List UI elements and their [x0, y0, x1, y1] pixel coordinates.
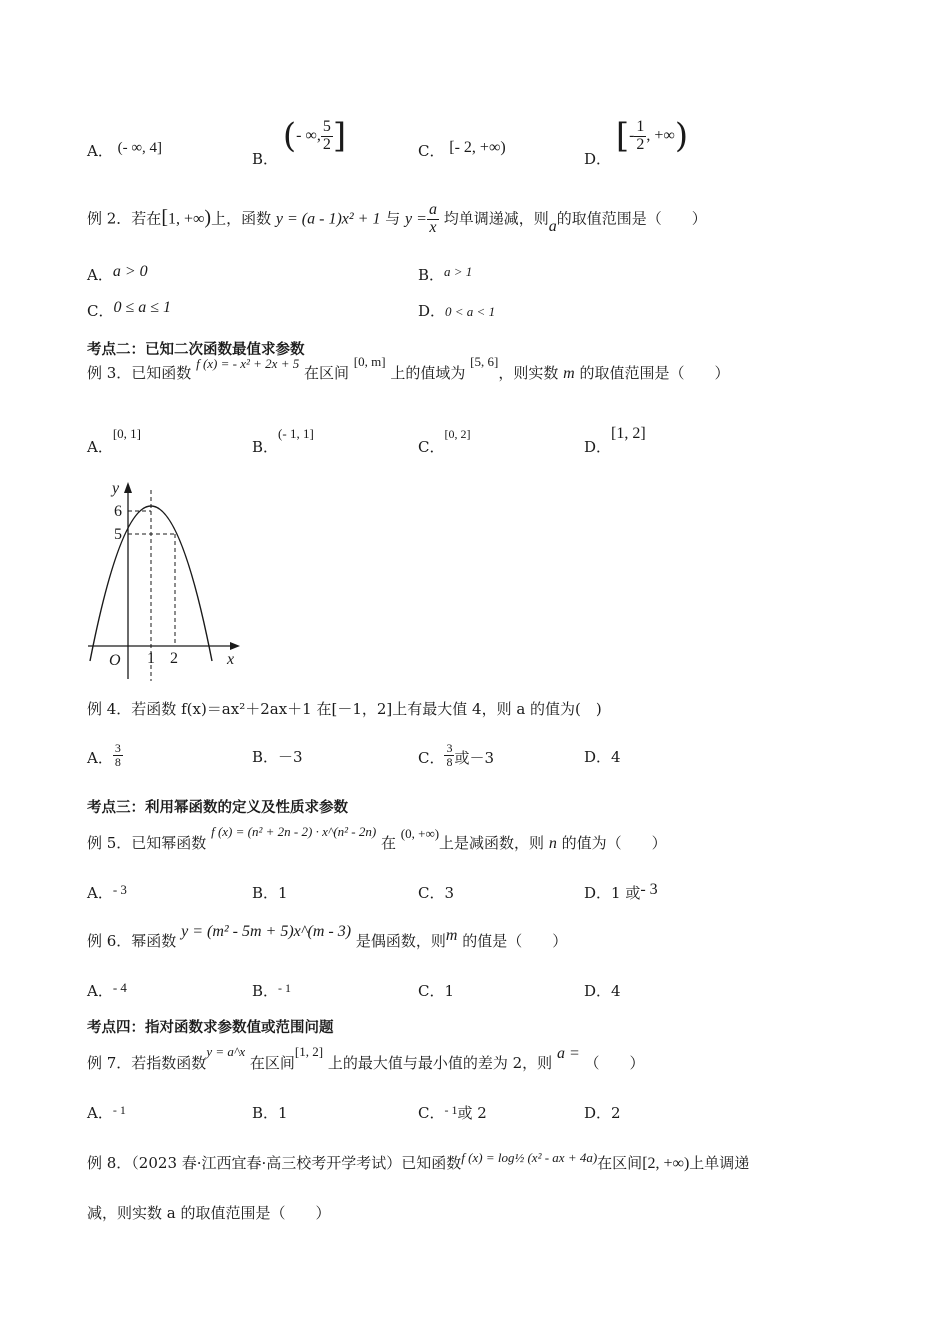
ex3-range: [5, 6]	[470, 354, 499, 369]
ex8-func: f (x) = log½ (x² - ax + 4a)	[461, 1150, 598, 1165]
ex6-option-a-label: A．	[87, 982, 113, 1000]
ex6-option-b-label: B．	[252, 982, 279, 1000]
q1-option-b-lead: - ∞,	[296, 127, 321, 144]
ex7-option-b-label: B．	[252, 1104, 279, 1122]
ex7-prefix: 例 7．若指数函数	[87, 1054, 207, 1072]
ex4-option-b-value: －3	[278, 748, 303, 766]
q1-option-c	[418, 140, 506, 161]
ex5-option-d-label: D．	[584, 884, 612, 902]
ex7-option-a-value: - 1	[112, 1103, 126, 1117]
ex7-option-d	[584, 1102, 621, 1123]
ex3-option-d-label: D．	[584, 438, 612, 456]
ex4-option-d-value: 4	[611, 748, 621, 766]
ex6-option-d-value: 4	[611, 982, 621, 1000]
ex2-question: 例 2．若在[1, +∞)上，函数 y = (a - 1)x² + 1 与 y = $\frac{a}{x}$ 均单调递减，则a的取值范围是（ ）	[87, 201, 707, 236]
q1-option-a	[87, 140, 162, 161]
ex7-lhs: a =	[556, 1045, 580, 1062]
ex5-func: f (x) = (n² + 2n - 2) · x^(n² - 2n)	[211, 824, 377, 839]
ex3-option-c-label: C．	[418, 438, 445, 456]
ex5-option-a	[87, 882, 127, 903]
ex5-text3: 的值为（ ）	[561, 834, 667, 852]
ex6-func: y = (m² - 5m + 5)x^(m - 3)	[181, 923, 352, 940]
ex3-var: m	[563, 365, 575, 382]
ex6-text2: 的值是（ ）	[462, 932, 568, 950]
ex4-question: 例 4．若函数 f(x)＝ax²＋2ax＋1 在[－1，2]上有最大值 4，则 a 的值为( )	[87, 700, 602, 718]
ex2-func1: y = (a - 1)x² + 1	[275, 210, 381, 228]
ex3-interval: [0, m]	[353, 354, 386, 369]
q1-option-d-sign: -	[629, 127, 635, 144]
ex5-prefix: 例 5．已知幂函数	[87, 834, 207, 852]
ex4-option-a-num: 3	[114, 741, 121, 755]
ex4-option-d	[584, 746, 621, 767]
ex3-option-c	[418, 427, 471, 457]
ex3-option-a-value: [0, 1]	[112, 426, 142, 441]
ex3-option-c-value: [0, 2]	[444, 427, 471, 441]
ex7-option-d-value: 2	[611, 1104, 621, 1122]
ex2-option-b-label: B．	[418, 266, 445, 284]
ex3-text1: 在区间	[304, 364, 350, 382]
ex7-option-c	[418, 1102, 487, 1123]
ex7-option-c-label: C．	[418, 1104, 445, 1122]
ex2-option-c	[87, 300, 171, 321]
ex4-option-d-label: D．	[584, 748, 612, 766]
ex7-option-b-value: 1	[278, 1104, 288, 1122]
ex5-text2: 上是减函数，则	[439, 834, 545, 852]
ex3-func: f (x) = - x² + 2x + 5	[196, 356, 300, 371]
ex4-option-b	[252, 746, 303, 767]
ex7-option-c-value: - 1	[444, 1103, 458, 1117]
ex6-option-c	[418, 980, 454, 1001]
ex5-option-d	[584, 882, 658, 903]
ex2-option-c-value: 0 ≤ a ≤ 1	[113, 299, 172, 316]
ex8-text2: 上单调递	[689, 1154, 750, 1172]
ex5-option-b-label: B．	[252, 884, 279, 902]
y-axis-label: y	[112, 480, 120, 497]
ex6-option-a	[87, 980, 127, 1001]
ex7-interval: [1, 2]	[294, 1044, 324, 1059]
ex3-option-b-label: B．	[252, 438, 279, 456]
ex7-text1: 在区间	[249, 1054, 295, 1072]
ex7-option-c-tail: 或 2	[457, 1104, 487, 1122]
ex2-prefix: 例 2．若在	[87, 209, 162, 228]
ex2-option-d	[418, 300, 495, 321]
ex3-option-d	[584, 425, 646, 457]
ex7-option-b	[252, 1102, 288, 1123]
ex6-option-d-label: D．	[584, 982, 612, 1000]
ex2-text1: 上，函数	[211, 209, 272, 228]
x-tick-1: 1	[147, 650, 155, 667]
ex2-option-a	[87, 264, 148, 285]
ex3-text4: 的取值范围是（ ）	[579, 364, 730, 382]
ex4-option-c	[418, 734, 495, 769]
ex2-text3: 均单调递减，则	[443, 209, 549, 228]
ex2-text2: 与	[385, 209, 401, 228]
ex8-text1: 在区间	[597, 1154, 643, 1172]
q1-option-a-label: A．	[87, 142, 113, 160]
y-tick-5: 5	[114, 526, 122, 543]
ex5-option-c	[418, 882, 454, 903]
y-tick-6: 6	[114, 503, 122, 520]
ex2-func2-den: x	[429, 218, 437, 236]
ex5-option-c-label: C．	[418, 884, 445, 902]
ex5-option-d-tail: - 3	[640, 881, 658, 898]
ex5-var: n	[548, 835, 557, 852]
q1-option-c-label: C．	[418, 142, 445, 160]
q1-option-b-den: 2	[322, 135, 331, 153]
q1-option-d-tail: , +∞	[646, 127, 675, 144]
ex3-text2: 上的值域为	[390, 364, 466, 382]
q1-option-b: B． (- ∞, $\frac{5}{2}$ ]	[252, 116, 347, 168]
ex3-text3: ，则实数	[498, 364, 559, 382]
ex8-prefix: 例 8．（2023 春·江西宜春·高三校考开学考试）已知函数	[87, 1154, 462, 1172]
ex5-option-b	[252, 882, 288, 903]
ex2-func2-lhs: y =	[405, 210, 427, 228]
q1-option-b-num: 5	[322, 117, 331, 135]
ex2-interval: 1, +∞	[167, 210, 205, 228]
ex6-option-c-value: 1	[444, 982, 455, 1000]
ex6-prefix: 例 6．幂函数	[87, 932, 177, 950]
ex2-func2-num: a	[428, 201, 437, 218]
ex6-question	[87, 923, 568, 951]
ex6-option-c-label: C．	[418, 982, 445, 1000]
q1-option-c-value: [- 2, +∞)	[449, 139, 506, 156]
ex7-option-a-label: A．	[87, 1104, 113, 1122]
ex4-option-c-num: 3	[446, 741, 453, 755]
q1-option-d-den: 2	[636, 135, 645, 153]
ex3-prefix: 例 3．已知函数	[87, 364, 192, 382]
q1-option-d-label: D．	[584, 150, 612, 168]
parabola-graph	[86, 476, 256, 686]
q1-option-d-num: 1	[636, 117, 645, 135]
ex6-option-a-value: - 4	[112, 980, 127, 995]
section-2-heading: 考点二：已知二次函数最值求参数	[87, 342, 305, 358]
ex5-option-c-value: 3	[444, 884, 455, 902]
y-axis-arrow-icon	[124, 482, 132, 493]
ex2-option-b-value: a > 1	[444, 264, 473, 279]
ex6-text1: 是偶函数，则	[355, 932, 446, 950]
x-axis-arrow-icon	[230, 642, 240, 650]
section-4-heading: 考点四：指对函数求参数值或范围问题	[87, 1020, 334, 1036]
ex2-var: a	[548, 218, 557, 236]
ex6-option-d	[584, 980, 621, 1001]
ex4-option-b-label: B．	[252, 748, 279, 766]
ex3-option-a	[87, 426, 142, 457]
ex4-option-c-den: 8	[446, 754, 453, 769]
ex2-option-d-label: D．	[418, 302, 446, 320]
ex3-option-b	[252, 426, 314, 457]
ex4-option-c-tail: 或－3	[454, 749, 495, 768]
q1-option-d: D． [- $\frac{1}{2}$ , +∞)	[584, 116, 689, 168]
ex6-option-b-value: - 1	[278, 981, 292, 995]
q1-option-b-label: B．	[252, 150, 279, 168]
ex2-option-b	[418, 264, 472, 285]
ex5-question	[87, 824, 667, 853]
ex5-option-b-value: 1	[278, 884, 288, 902]
ex7-text2: 上的最大值与最小值的差为 2，则	[327, 1054, 553, 1072]
ex8-question-line2: 减，则实数 a 的取值范围是（ ）	[87, 1204, 331, 1222]
ex7-func: y = a^x	[206, 1044, 246, 1059]
ex2-option-a-value: a > 0	[112, 263, 148, 280]
ex3-question	[87, 354, 730, 383]
ex7-option-a	[87, 1102, 126, 1123]
ex2-option-a-label: A．	[87, 266, 113, 284]
ex5-option-a-value: - 3	[112, 882, 127, 897]
x-tick-2: 2	[170, 650, 178, 667]
origin-label: O	[109, 652, 121, 669]
ex3-option-b-value: (- 1, 1]	[278, 426, 314, 441]
ex7-option-d-label: D．	[584, 1104, 612, 1122]
ex6-option-b	[252, 980, 291, 1001]
q1-option-a-value: (- ∞, 4]	[117, 140, 163, 156]
section-3-heading: 考点三：利用幂函数的定义及性质求参数	[87, 800, 348, 816]
ex5-option-d-value: 1 或	[611, 884, 641, 902]
ex2-option-c-label: C．	[87, 302, 114, 320]
ex4-option-c-label: C．	[418, 749, 445, 768]
ex2-text4: 的取值范围是（ ）	[556, 209, 707, 228]
x-axis-label: x	[227, 651, 235, 668]
ex3-option-a-label: A．	[87, 438, 113, 456]
ex5-interval: (0, +∞)	[400, 826, 440, 841]
ex8-question	[87, 1152, 749, 1173]
ex4-option-a-den: 8	[114, 754, 121, 769]
ex4-option-a-label: A．	[87, 749, 113, 768]
ex3-option-d-value: [1, 2]	[611, 425, 646, 442]
ex4-option-a	[87, 734, 123, 769]
ex5-option-a-label: A．	[87, 884, 113, 902]
ex8-interval: [2, +∞)	[642, 1155, 690, 1172]
ex2-option-d-value: 0 < a < 1	[445, 304, 496, 319]
ex7-text3: （ ）	[584, 1054, 645, 1072]
ex7-question	[87, 1044, 645, 1073]
ex6-var: m	[445, 927, 458, 944]
ex5-text1: 在	[380, 834, 396, 852]
